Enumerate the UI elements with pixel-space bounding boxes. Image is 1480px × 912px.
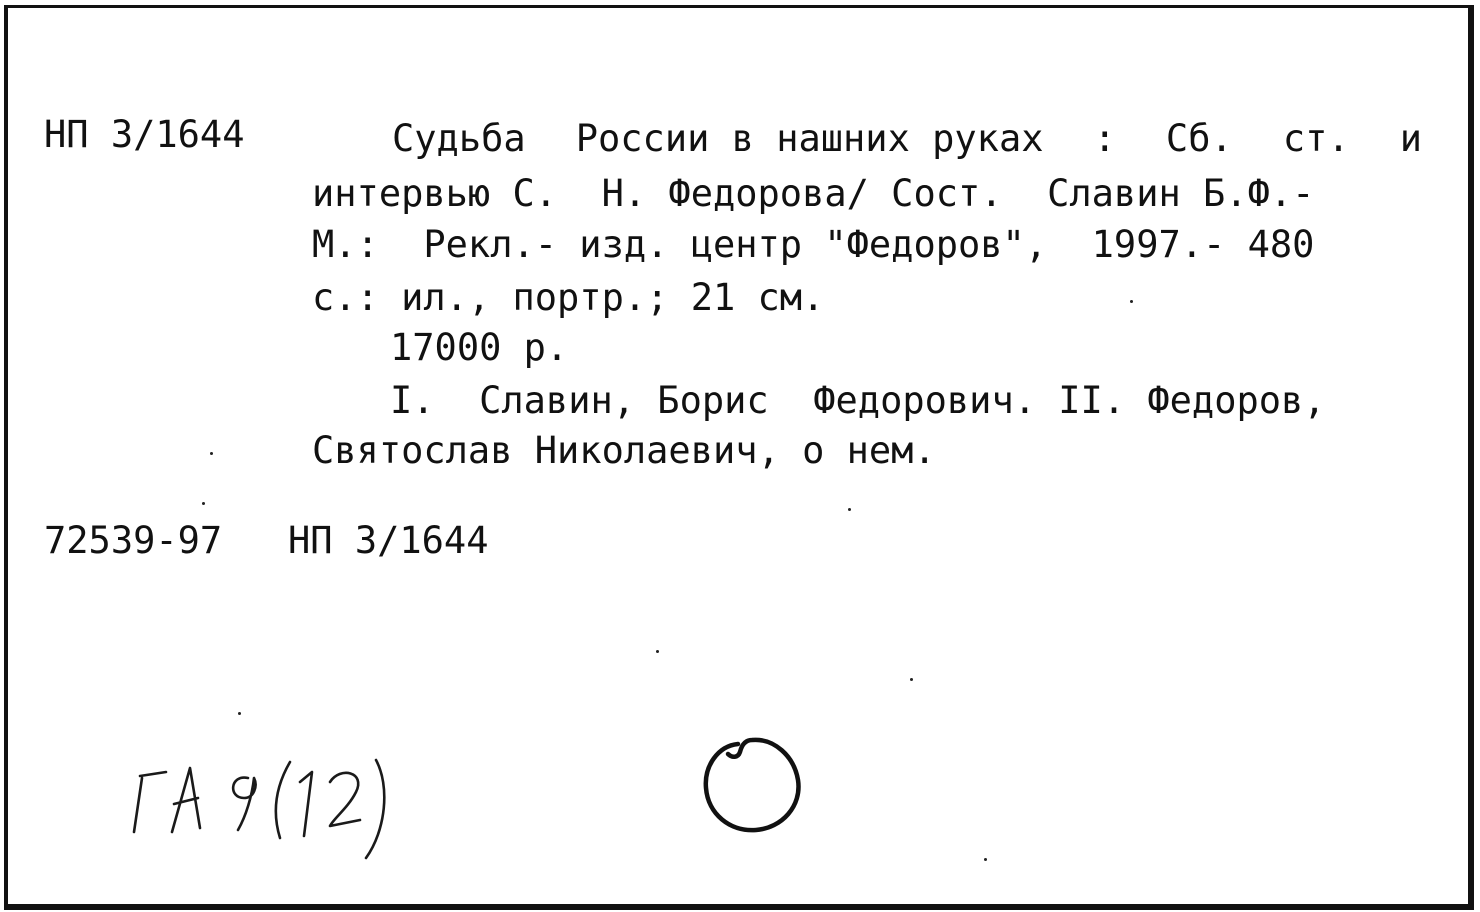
speck (848, 508, 851, 511)
title-word-3: Сб. (1165, 117, 1233, 160)
title-word-5: и (1399, 117, 1422, 160)
speck (910, 678, 913, 681)
description-line-1 (392, 117, 1422, 160)
description-line-3: М.: Рекл.- изд. центр "Федоров", 1997.- 480 (312, 223, 1315, 266)
description-line-2: интервью С. Н. Федорова/ Сост. Славин Б.Ф.- (312, 172, 1315, 215)
title-word-2: России в нашних руках (575, 117, 1044, 160)
speck (656, 650, 659, 653)
shelf-mark-bottom: НП 3/1644 (288, 519, 489, 562)
circle-mark (698, 730, 808, 840)
price-line: 17000 р. (390, 326, 569, 369)
speck (1130, 300, 1133, 303)
speck (202, 502, 205, 505)
handwritten-note (120, 720, 420, 870)
title-word-4: ст. (1282, 117, 1350, 160)
speck (984, 858, 987, 861)
speck (210, 452, 213, 455)
tracing-line-1: I. Славин, Борис Федорович. II. Федоров, (390, 379, 1326, 422)
shelf-mark: НП 3/1644 (44, 113, 245, 156)
title-word-1: Судьба (392, 117, 526, 160)
description-line-4: с.: ил., портр.; 21 см. (312, 276, 825, 319)
speck (238, 712, 241, 715)
title-separator: : (1093, 117, 1116, 160)
accession-number: 72539-97 (44, 519, 223, 562)
tracing-line-2: Святослав Николаевич, о нем. (312, 429, 936, 472)
